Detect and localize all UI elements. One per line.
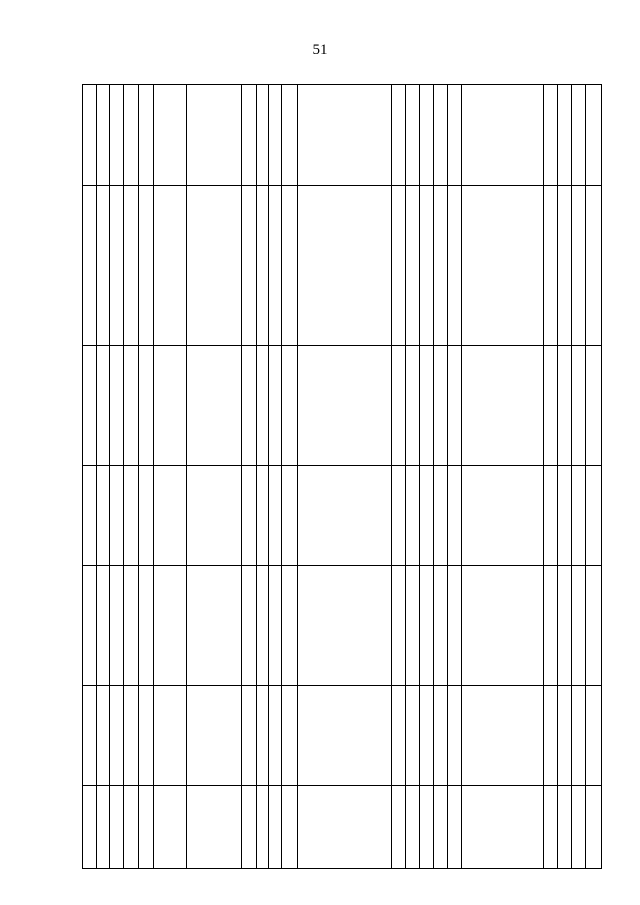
column-rule [461,85,462,868]
column-rule [186,85,187,868]
column-rule [297,85,298,868]
column-rule [433,85,434,868]
column-rule [585,85,586,868]
column-rule [153,85,154,868]
column-rule [123,85,124,868]
row-rule [83,785,601,786]
column-rule [391,85,392,868]
column-rule [447,85,448,868]
column-rule [405,85,406,868]
row-rule [83,345,601,346]
column-rule [256,85,257,868]
column-rule [543,85,544,868]
column-rule [281,85,282,868]
column-rule [557,85,558,868]
column-rule [241,85,242,868]
column-rule [571,85,572,868]
column-rule [138,85,139,868]
column-rule [268,85,269,868]
row-rule [83,685,601,686]
column-rule [419,85,420,868]
column-rule [96,85,97,868]
row-rule [83,565,601,566]
budget-table [82,84,602,869]
row-rule [83,465,601,466]
page-number: 51 [312,42,328,58]
column-rule [109,85,110,868]
row-rule [83,185,601,186]
